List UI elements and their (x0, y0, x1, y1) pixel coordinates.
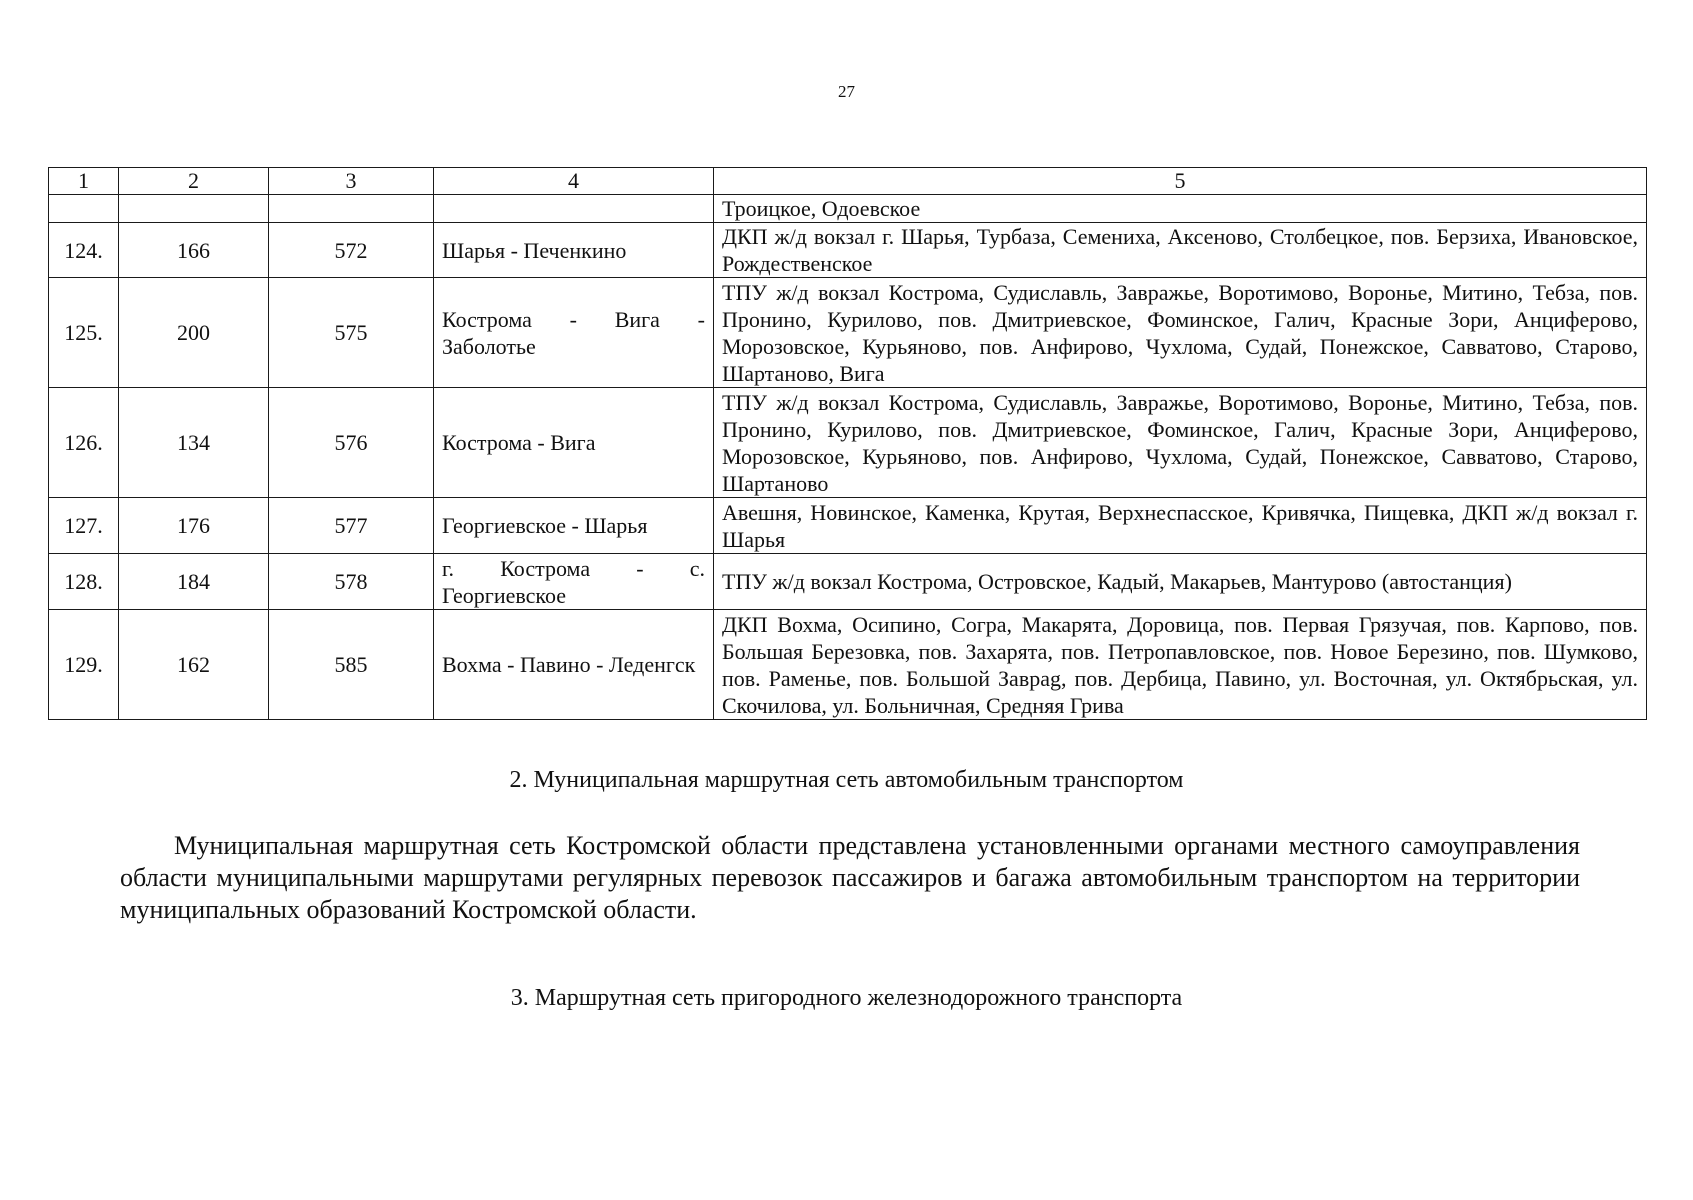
row-number: 129. (49, 610, 119, 720)
header-cell: 3 (269, 168, 434, 195)
header-cell: 5 (714, 168, 1647, 195)
row-number: 125. (49, 278, 119, 388)
route-name: г. Кострома - с. Георгиевское (434, 554, 714, 610)
page-number: 27 (838, 82, 855, 101)
stops-cell: ТПУ ж/д вокзал Кострома, Островское, Кадый, Макарьев, Мантурово (автостанция) (714, 554, 1647, 610)
route-col3: 576 (269, 388, 434, 498)
header-cell: 2 (119, 168, 269, 195)
row-number: 127. (49, 498, 119, 554)
route-col2: 166 (119, 223, 269, 278)
table-row (49, 278, 1647, 388)
route-name: Кострома - Вига (434, 388, 714, 498)
section-3-title: 3. Маршрутная сеть пригородного железнодорожного транспорта (510, 985, 1183, 1011)
table-row-continuation (49, 195, 1647, 223)
routes-table (48, 167, 1647, 720)
route-name: Кострома - Вига - Заболотье (434, 278, 714, 388)
stops-cell: Авешня, Новинское, Каменка, Крутая, Верхнеспасское, Кривячка, Пищевка, ДКП ж/д вокзал г. Шарья (714, 498, 1647, 554)
row-number: 126. (49, 388, 119, 498)
route-col2: 184 (119, 554, 269, 610)
route-col2: 176 (119, 498, 269, 554)
route-col3: 572 (269, 223, 434, 278)
stops-cell: ТПУ ж/д вокзал Кострома, Судиславль, Завражье, Воротимово, Воронье, Митино, Тебза, пов. Пронино, Курилово, пов. Дмитриевское, Фоминское, Галич, Красные Зори, Анциферово, Морозовское, Курьяново, пов. Анфирово, Чухлома, Судай, Понежское, Савватово, Старово, Шартаново, Вига (714, 278, 1647, 388)
row-number: 124. (49, 223, 119, 278)
route-name: Шарья - Печенкино (434, 223, 714, 278)
row-number: 128. (49, 554, 119, 610)
table-row (49, 498, 1647, 554)
route-name: Георгиевское - Шарья (434, 498, 714, 554)
route-col2: 162 (119, 610, 269, 720)
stops-cell: Троицкое, Одоевское (714, 195, 1647, 223)
route-col2: 200 (119, 278, 269, 388)
stops-cell: ТПУ ж/д вокзал Кострома, Судиславль, Завражье, Воротимово, Воронье, Митино, Тебза, пов. Пронино, Курилово, пов. Дмитриевское, Фоминское, Галич, Красные Зори, Анциферово, Морозовское, Курьяново, пов. Анфирово, Чухлома, Судай, Понежское, Савватово, Старово, Шартаново (714, 388, 1647, 498)
route-name: Вохма - Павино - Леденгск (434, 610, 714, 720)
route-col3: 575 (269, 278, 434, 388)
route-col2: 134 (119, 388, 269, 498)
route-col3: 577 (269, 498, 434, 554)
section-2-paragraph: Муниципальная маршрутная сеть Костромской области представлена установленными органами местного самоуправления области муниципальными маршрутами регулярных перевозок пассажиров и багажа автомобильным транспортом на территории муниципальных образований Костромской области. (120, 831, 1580, 924)
route-col3: 578 (269, 554, 434, 610)
header-cell: 1 (49, 168, 119, 195)
table-row (49, 388, 1647, 498)
table-row (49, 223, 1647, 278)
table-header-row (49, 168, 1647, 195)
route-col3: 585 (269, 610, 434, 720)
section-2-title: 2. Муниципальная маршрутная сеть автомобильным транспортом (509, 767, 1184, 793)
header-cell: 4 (434, 168, 714, 195)
table-row (49, 610, 1647, 720)
table-row (49, 554, 1647, 610)
stops-cell: ДКП Вохма, Осипино, Согра, Макарята, Доровица, пов. Первая Грязучая, пов. Карпово, пов. Большая Березовка, пов. Захарята, пов. Петропавловское, пов. Новое Березино, пов. Шумково, пов. Раменье, пов. Большой Заврag, пов. Дербица, Павино, ул. Восточная, ул. Октябрьская, ул. Скочилова, ул. Больничная, Средняя Грива (714, 610, 1647, 720)
stops-cell: ДКП ж/д вокзал г. Шарья, Турбаза, Семениха, Аксеново, Столбецкое, пов. Берзиха, Ивановское, Рождественское (714, 223, 1647, 278)
